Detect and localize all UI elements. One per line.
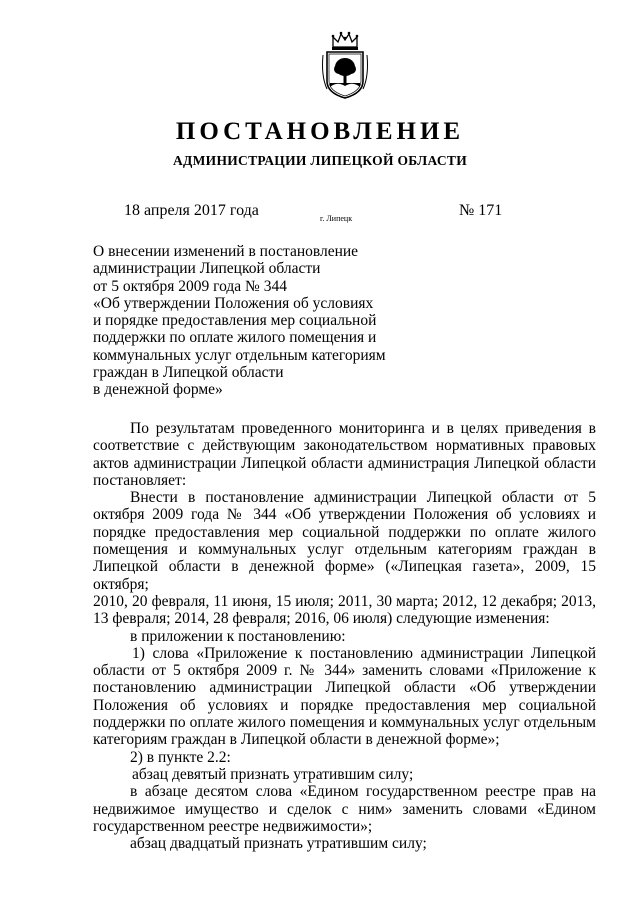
document-body xyxy=(93,420,596,852)
document-number: № 171 xyxy=(459,202,503,219)
body-line: соответствие с действующим законодательством нормативных правовых xyxy=(93,437,596,455)
heading-line: в денежной форме» xyxy=(93,381,223,399)
heading-line: коммунальных услуг отдельным категориям xyxy=(93,346,386,364)
body-line: октября 2009 года № 344 «Об утверждении Положения об условиях и xyxy=(93,506,596,524)
body-line: в абзаце десятом слова «Едином государственном реестре прав на xyxy=(130,783,596,801)
body-line: По результатам проведенного мониторинга и в целях приведения в xyxy=(130,420,596,437)
heading-line: и порядке предоставления мер социальной xyxy=(93,312,377,330)
document-date: 18 апреля 2017 года xyxy=(124,202,259,219)
heading-line: «Об утверждении Положения об условиях xyxy=(93,294,374,312)
body-line: постановлению администрации Липецкой области «Об утверждении xyxy=(93,679,596,697)
body-line: Положения об условиях и порядке предоставления мер социальной xyxy=(93,696,596,714)
body-line: абзац двадцатый признать утратившим силу; xyxy=(130,835,427,853)
body-line: 1) слова «Приложение к постановлению администрации Липецкой xyxy=(132,644,596,662)
body-line: 2010, 20 февраля, 11 июня, 15 июля; 2011, 30 марта; 2012, 12 декабря; 2013, xyxy=(93,592,596,610)
document-heading xyxy=(93,243,423,399)
body-line: Липецкой области в денежной форме» («Липецкая газета», 2009, 15 октября; xyxy=(93,558,596,593)
body-line: порядке предоставления мер социальной поддержки по оплате жилого xyxy=(93,523,596,541)
heading-line: О внесении изменений в постановление xyxy=(93,243,359,260)
coat-of-arms-emblem xyxy=(319,31,371,101)
body-line: 2) в пункте 2.2: xyxy=(130,748,231,766)
body-line: области от 5 октября 2009 г. № 344» заменить словами «Приложение к xyxy=(93,662,596,680)
body-line: Внести в постановление администрации Липецкой области от 5 xyxy=(130,489,596,507)
heading-line: граждан в Липецкой области xyxy=(93,364,284,382)
heading-line: поддержки по оплате жилого помещения и xyxy=(93,329,377,347)
body-line: в приложении к постановлению: xyxy=(130,627,346,645)
body-line: постановляет: xyxy=(93,471,187,489)
issuing-authority: АДМИНИСТРАЦИИ ЛИПЕЦКОЙ ОБЛАСТИ xyxy=(172,153,468,168)
body-line: недвижимое имущество и сделок с ним» заменить словами «Едином xyxy=(93,800,596,818)
body-line: категориям граждан в Липецкой области в денежной форме»; xyxy=(93,731,500,749)
body-line: помещения и коммунальных услуг отдельным категориям граждан в xyxy=(93,541,596,559)
body-line: 13 февраля; 2014, 28 февраля; 2016, 06 июля) следующие изменения: xyxy=(93,610,550,628)
heading-line: от 5 октября 2009 года № 344 xyxy=(93,277,287,295)
body-line: поддержки по оплате жилого помещения и коммунальных услуг отдельным xyxy=(93,714,596,732)
heading-line: администрации Липецкой области xyxy=(93,260,321,278)
body-line: государственном реестре недвижимости»; xyxy=(93,817,373,835)
body-line: абзац девятый признать утратившим силу; xyxy=(132,765,414,783)
document-city: г. Липецк xyxy=(320,214,353,223)
body-line: актов администрации Липецкой области администрация Липецкой области xyxy=(93,454,596,472)
document-title: ПОСТАНОВЛЕНИЕ xyxy=(175,118,465,145)
